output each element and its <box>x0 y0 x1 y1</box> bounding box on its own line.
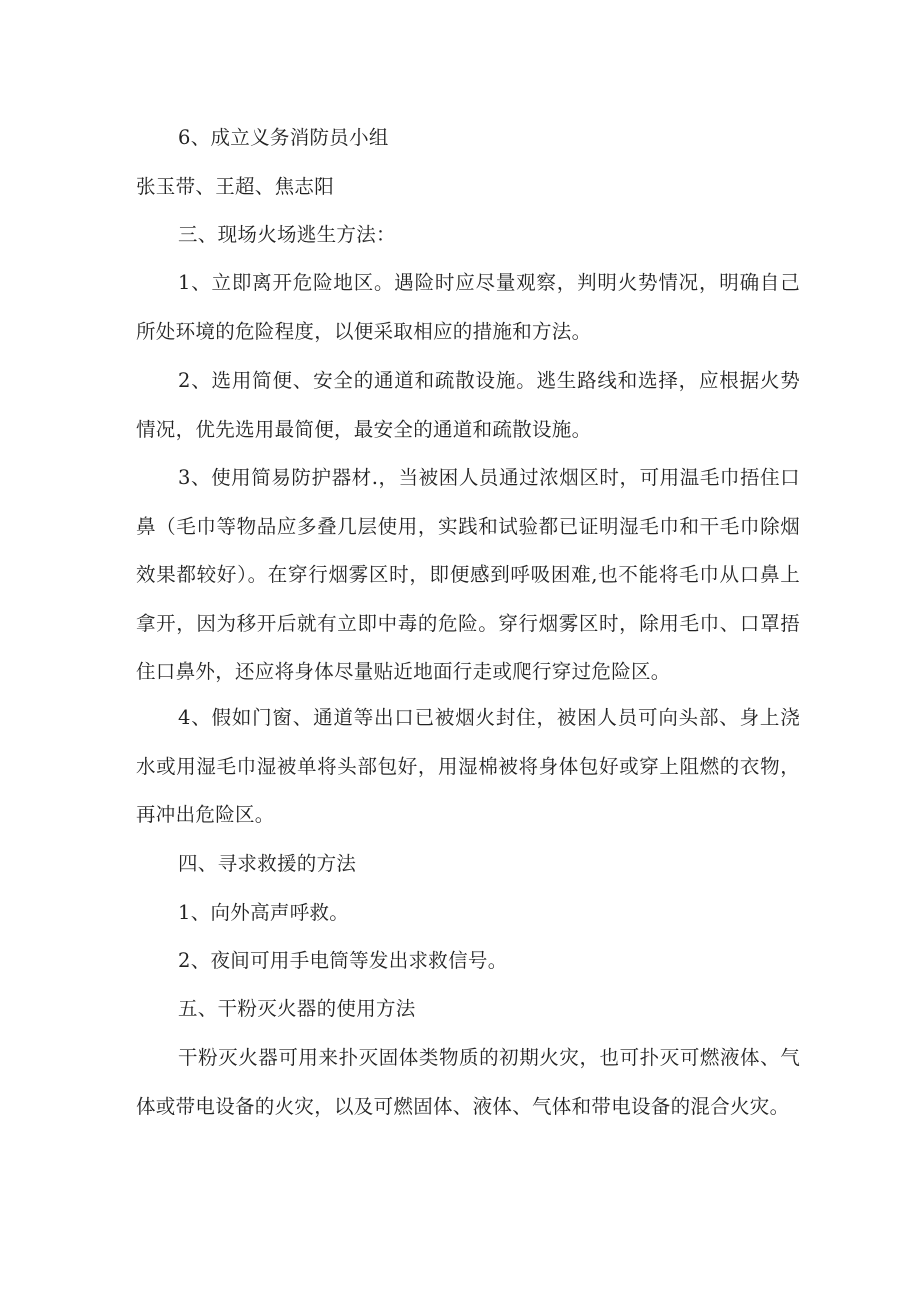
list-item-flashlight-signal: 2、夜间可用手电筒等发出求救信号。 <box>178 949 508 972</box>
section-heading-fire-escape: 三、现场火场逃生方法： <box>178 223 396 246</box>
team-member-names: 张玉带、王超、焦志阳 <box>136 175 335 198</box>
paragraph-leave-danger-zone: 1、立即离开危险地区。遇险时应尽量观察，判明火势情况，明确自己所处环境的危险程度，以便采取相应的措施和方法。 <box>136 271 800 343</box>
paragraph-exits-blocked: 4、假如门窗、通道等出口已被烟火封住，被困人员可向头部、身上浇水或用湿毛巾湿被单将头部包好，用湿棉被将身体包好或穿上阻燃的衣物，再冲出危险区。 <box>136 706 800 826</box>
paragraph-protective-equipment: 3、使用简易防护器材.，当被困人员通过浓烟区时，可用温毛巾捂住口鼻（毛巾等物品应多叠几层使用，实践和试验都已证明湿毛巾和干毛巾除烟效果都较好）。在穿行烟雾区时，即便感到呼吸困难,也不能将毛巾从口鼻上拿开，因为移开后就有立即中毒的危险。穿行烟雾区时，除用毛巾、口罩捂住口鼻外，还应将身体尽量贴近地面行走或爬行穿过危险区。 <box>136 466 800 683</box>
list-item-call-out: 1、向外高声呼救。 <box>178 901 350 924</box>
paragraph-choose-safe-passage: 2、选用简便、安全的通道和疏散设施。逃生路线和选择，应根据火势情况，优先选用最简便，最安全的通道和疏散设施。 <box>136 369 800 441</box>
section-heading-seek-rescue: 四、寻求救援的方法 <box>178 852 357 875</box>
list-item-volunteer-fire-team: 6、成立义务消防员小组 <box>178 126 389 149</box>
section-heading-dry-powder-extinguisher: 五、干粉灭火器的使用方法 <box>178 997 416 1020</box>
paragraph-dry-powder-usage: 干粉灭火器可用来扑灭固体类物质的初期火灾，也可扑灭可燃液体、气体或带电设备的火灾，以及可燃固体、液体、气体和带电设备的混合火灾。 <box>136 1046 800 1118</box>
